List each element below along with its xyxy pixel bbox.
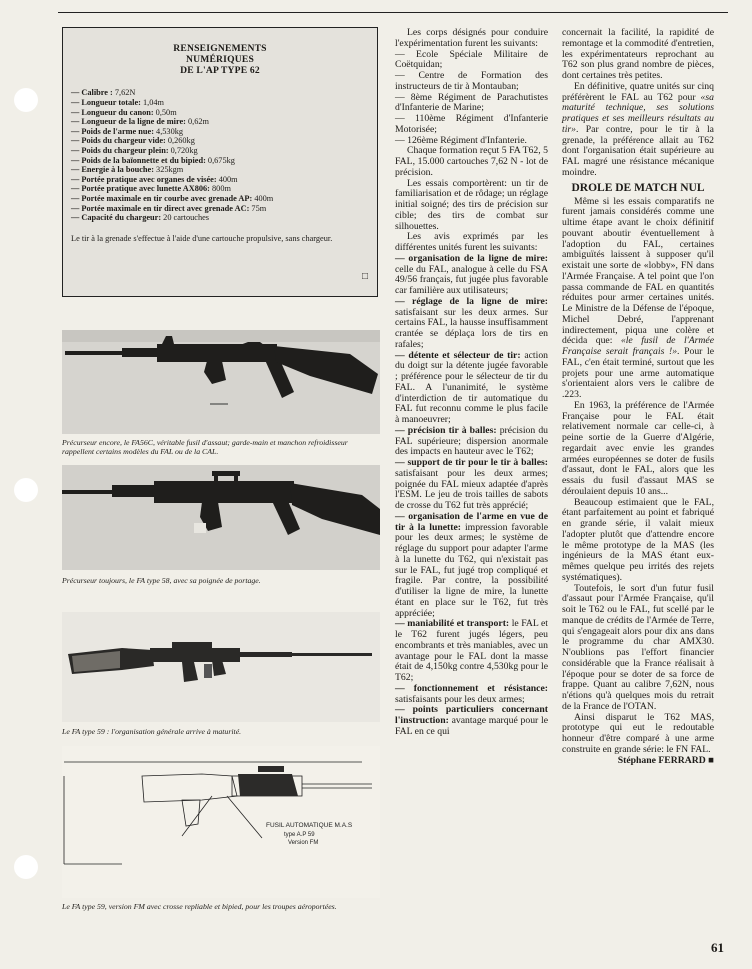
paragraph bbox=[562, 498, 714, 584]
paragraph-lead: — points particuliers concernant l'instruction: bbox=[395, 704, 548, 726]
spec-value: 0,720kg bbox=[168, 145, 198, 155]
author-signature: Stéphane FERRARD ■ bbox=[617, 754, 714, 766]
spec-item bbox=[71, 213, 377, 223]
spec-item bbox=[71, 98, 377, 108]
paragraph-text: Les corps désignés pour conduire l'expérimentation furent les suivants: bbox=[395, 27, 548, 49]
spec-item bbox=[71, 175, 377, 185]
photo-caption: Précurseur encore, le FA56C, véritable fusil d'assaut; garde-main et manchon refroidisseur rappellent certains modèles du FAL ou de la CAL. bbox=[62, 438, 348, 456]
paragraph-text: — Centre de Formation des instructeurs de tir à Montauban; bbox=[395, 70, 548, 92]
spec-item bbox=[71, 146, 377, 156]
spec-item bbox=[71, 88, 377, 98]
paragraph bbox=[395, 146, 548, 178]
paragraph bbox=[562, 28, 714, 82]
spec-label: — Portée pratique avec lunette AX806: bbox=[71, 184, 210, 194]
article-column-3 bbox=[562, 28, 714, 766]
paragraph-text: avantage marqué pour le FAL en ce qui bbox=[395, 715, 548, 737]
binder-hole bbox=[14, 88, 38, 112]
quotation: «le fusil de l'Armée Française serait français !» bbox=[562, 335, 714, 357]
rifle-photo-fa59 bbox=[62, 612, 380, 722]
paragraph-text: Les avis exprimés par les différentes unités furent les suivants: bbox=[395, 231, 548, 253]
paragraph-lead: — maniabilité et transport: bbox=[395, 618, 510, 630]
spec-box-title: RENSEIGNEMENTS NUMÉRIQUES DE L'AP TYPE 62 bbox=[173, 43, 267, 76]
paragraph bbox=[395, 93, 548, 115]
paragraph-text: le FAL et le T62 furent jugés légers, peu encombrants et très maniables, avec un avantage pour le FAL dont la masse était de 4,150kg contre 4,530kg pour le T62; bbox=[395, 618, 548, 683]
paragraph-text: — 8ème Régiment de Parachutistes d'Infanterie de Marine; bbox=[395, 91, 548, 114]
article-column-2 bbox=[395, 28, 548, 738]
paragraph-text: Ainsi disparut le T62 MAS, prototype qui eut le redoutable honneur d'être comparé à une arme construite en grande série: le FN FAL. bbox=[562, 711, 714, 755]
spec-value: 0,675kg bbox=[205, 155, 235, 165]
rifle-drawing-fa59-fm bbox=[62, 746, 380, 898]
spec-label: — Poids du chargeur plein: bbox=[71, 145, 169, 155]
photo-caption: Précurseur toujours, le FA type 58, avec sa poignée de portage. bbox=[62, 576, 261, 585]
spec-item bbox=[71, 108, 377, 118]
drawing-title: FUSIL AUTOMATIQUE M.A.S bbox=[266, 822, 353, 829]
photo-caption: Le FA type 59, version FM avec crosse repliable et bipied, pour les troupes aéroportées. bbox=[62, 902, 337, 911]
paragraph bbox=[562, 713, 714, 756]
paragraph bbox=[395, 114, 548, 136]
paragraph-text: — 126ème Régiment d'Infanterie. bbox=[395, 134, 527, 146]
spec-label: — Poids de l'arme nue: bbox=[71, 126, 154, 136]
rifle-photo-fa56c bbox=[62, 330, 380, 434]
paragraph-text: précision du FAL supérieure; dispersion anormale des impacts en hauteur avec le T62; bbox=[395, 424, 549, 458]
spec-label: — Portée maximale en tir courbe avec grenade AP: bbox=[71, 193, 253, 203]
paragraph-text: . Pour le FAL, c'en était terminé, surtout que les projets pour une arme automatique s'orientaient alors vers le calibre de .223. bbox=[562, 346, 715, 400]
top-rule bbox=[58, 12, 728, 13]
paragraph-lead: — support de tir pour le tir à balles: bbox=[395, 457, 548, 468]
spec-item bbox=[71, 127, 377, 137]
spec-label: — Capacité du chargeur: bbox=[71, 213, 162, 223]
spec-label: — Portée maximale en tir direct avec grenade AC: bbox=[71, 203, 250, 213]
spec-value: 400m bbox=[252, 193, 274, 203]
paragraph bbox=[395, 232, 548, 254]
paragraph-text: Même si les essais comparatifs ne furent jamais considérés comme une ultime étape avant le choix définitif pouvant aboutir éventuellement à l'adoption du FAL, certaines ambiguïtés laissent à supposer qu'il existait une sorte de «lobby», FN dans l'Armée Française. A tel point que l'on passa commande de FAL en quantités réduites pour armer certaines unités. Le Ministre de la Défense de l'époque, Michel Debré, l'apprenant indirectement, piqua une colère et décida que: bbox=[562, 195, 714, 347]
paragraph-text: En définitive, quatre unités sur cinq préférèrent le FAL au T62 pour bbox=[562, 80, 714, 103]
paragraph-lead: — précision tir à balles: bbox=[395, 424, 497, 436]
paragraph bbox=[395, 351, 548, 426]
paragraph bbox=[562, 584, 714, 713]
spec-label: — Longueur du canon: bbox=[71, 107, 154, 117]
paragraph-text: — Ecole Spéciale Militaire de Coëtquidan; bbox=[395, 48, 548, 71]
paragraph-text: concernait la facilité, la rapidité de remontage et la commodité d'entretien, les expérimentateurs reprochant au T62 son plus grand nombre de pièces, dont certaines très petites. bbox=[562, 27, 714, 81]
paragraph-text: Toutefois, le sort d'un futur fusil d'assaut pour l'Armée Française, qu'il soit le T62 ou le FAL, fut scellé par le manque de crédits de l'Armée de Terre, qui s'engageait alors pour dix ans dans le programme du char AMX30. N'oublions pas l'effort financier considérable que la France réalisait à l'époque pour se doter de sa force de frappe. Quant au calibre 7,62N, nous n'étions qu'à quelques mois du retrait de la France de l'OTAN. bbox=[562, 582, 714, 712]
drawing-version: Version FM bbox=[288, 840, 319, 846]
spec-value: 0,50m bbox=[153, 107, 177, 117]
spec-label: — Portée pratique avec organes de visée: bbox=[71, 174, 217, 184]
spec-label: — Poids de la baïonnette et du bipied: bbox=[71, 155, 206, 165]
spec-label: — Energie à la bouche: bbox=[71, 165, 154, 175]
spec-value: 325kgm bbox=[153, 165, 184, 175]
paragraph bbox=[562, 401, 714, 498]
paragraph bbox=[395, 512, 548, 620]
spec-item bbox=[71, 117, 377, 127]
spec-label: — Calibre : bbox=[71, 88, 113, 98]
quotation: «sa maturité technique, ses solutions pratiques et ses meilleurs résultats au tir» bbox=[562, 91, 714, 135]
paragraph-text: Chaque formation reçut 5 FA T62, 5 FAL, 15.000 cartouches 7,62 N - lot de précision. bbox=[395, 145, 548, 178]
spec-note: Le tir à la grenade s'effectue à l'aide d'une cartouche propulsive, sans chargeur. bbox=[71, 233, 333, 243]
spec-value: 7,62N bbox=[112, 88, 136, 98]
paragraph-text: En 1963, la préférence de l'Armée Française pour le FAL était relativement normale car celle-ci, à peine sortie de la Guerre d'Algérie, regardait avec envie les grandes armées européennes se doter de fusils d'assaut, dont le FAL, alors que les essais du fusil d'assaut MAS se déroulaient depuis 10 ans... bbox=[562, 399, 714, 497]
spec-item bbox=[71, 136, 377, 146]
spec-label: — Longueur de la ligne de mire: bbox=[71, 117, 186, 127]
spec-value: 800m bbox=[209, 184, 231, 194]
spec-item bbox=[71, 204, 377, 214]
spec-value: 0,260kg bbox=[165, 136, 195, 146]
spec-label: — Poids du chargeur vide: bbox=[71, 136, 166, 146]
paragraph-text: celle du FAL, analogue à celle du FSA 49/56 français, fut jugée plus favorable car familière aux utilisateurs; bbox=[395, 263, 548, 296]
paragraph bbox=[395, 619, 548, 684]
spec-box bbox=[62, 27, 378, 297]
paragraph bbox=[395, 71, 548, 93]
spec-item bbox=[71, 165, 377, 175]
paragraph-text: Beaucoup estimaient que le FAL, étant parfaitement au point et fabriqué en grande série, il valait mieux l'adopter plutôt que d'attendre encore le même prototype de la MAS (les ingénieurs de la MAS étant eux-mêmes quelque peu irrités des rejets systématiques). bbox=[562, 496, 714, 583]
paragraph bbox=[395, 705, 548, 737]
binder-hole bbox=[14, 855, 38, 879]
paragraph bbox=[395, 684, 548, 706]
page-number: 61 bbox=[711, 940, 724, 955]
rifle-photo-fa58 bbox=[62, 465, 380, 570]
section-heading: DROLE DE MATCH NUL bbox=[571, 181, 705, 194]
paragraph-text: . Par contre, pour le tir à la grenade, la préférence allait au T62 dont l'organisation était supérieure au FAL magré une résistance mécanique moindre. bbox=[562, 123, 714, 178]
spec-value: 400m bbox=[216, 174, 238, 184]
paragraph bbox=[395, 50, 548, 72]
paragraph-text: Les essais comportèrent: un tir de familiarisation et de rôdage; un réglage initial soigné; des tirs de précision sur cible; des tirs de combat sur silhouettes. bbox=[395, 177, 548, 232]
paragraph bbox=[395, 458, 548, 512]
paragraph-lead: — organisation de la ligne de mire: bbox=[395, 252, 548, 264]
end-mark: □ bbox=[361, 271, 368, 283]
paragraph bbox=[562, 82, 714, 179]
paragraph-text: satisfaisants pour les deux armes; bbox=[395, 693, 525, 705]
paragraph-lead: — organisation de l'arme en vue de tir à la lunette: bbox=[395, 510, 548, 533]
spec-value: 1,04m bbox=[140, 97, 164, 107]
paragraph-text: — 110ème Régiment d'Infanterie Motorisée; bbox=[395, 113, 548, 135]
spec-label: — Longueur totale: bbox=[71, 97, 141, 107]
paragraph-text: satisfaisant pour les deux armes; poignée du FAL mieux adaptée d'après l'ESM. Le jeu de trois tailles de sabots de crosse du T62 fut très apprécié; bbox=[395, 467, 548, 511]
paragraph-lead: — détente et sélecteur de tir: bbox=[395, 349, 521, 361]
paragraph bbox=[395, 28, 548, 50]
spec-item bbox=[71, 184, 377, 194]
spec-value: 75m bbox=[249, 203, 267, 213]
spec-list bbox=[63, 88, 377, 222]
drawing-type: type A.P 59 bbox=[284, 832, 315, 838]
paragraph bbox=[395, 254, 548, 297]
spec-value: 0,62m bbox=[185, 117, 209, 127]
spec-item bbox=[71, 194, 377, 204]
paragraph bbox=[562, 197, 714, 401]
paragraph bbox=[395, 426, 548, 458]
paragraph-text: impression favorable pour les deux armes; le système de réglage du support pour adapter l'arme à la lunette du T62, qui n'existait pas sur le FAL, fut jugé trop compliqué et fragile. Par contre, la possibilité d'utiliser la ligne de mire, la lunette étant en place sur le T62, fut très appréciée; bbox=[395, 521, 548, 619]
spec-value: 4,530kg bbox=[153, 126, 184, 136]
paragraph-lead: — réglage de la ligne de mire: bbox=[395, 295, 548, 307]
paragraph-lead: — fonctionnement et résistance: bbox=[395, 682, 548, 694]
paragraph-text: action du doigt sur la détente jugée favorable ; préférence pour le sélecteur de tir du FAL. A l'unanimité, le système d'interdiction de tir automatique du FAL fut reconnu comme le plus facile à manoeuvrer; bbox=[395, 349, 549, 425]
binder-hole bbox=[14, 478, 38, 502]
photo-caption: Le FA type 59 : l'organisation générale arrive à maturité. bbox=[62, 727, 242, 736]
spec-item bbox=[71, 156, 377, 166]
paragraph bbox=[395, 179, 548, 233]
paragraph bbox=[395, 297, 548, 351]
paragraph-text: satisfaisant sur les deux armes. Sur certains FAL, la hausse insuffisamment crantée se déplaça lors de tirs en rafales; bbox=[395, 306, 548, 350]
spec-value: 20 cartouches bbox=[161, 213, 210, 223]
